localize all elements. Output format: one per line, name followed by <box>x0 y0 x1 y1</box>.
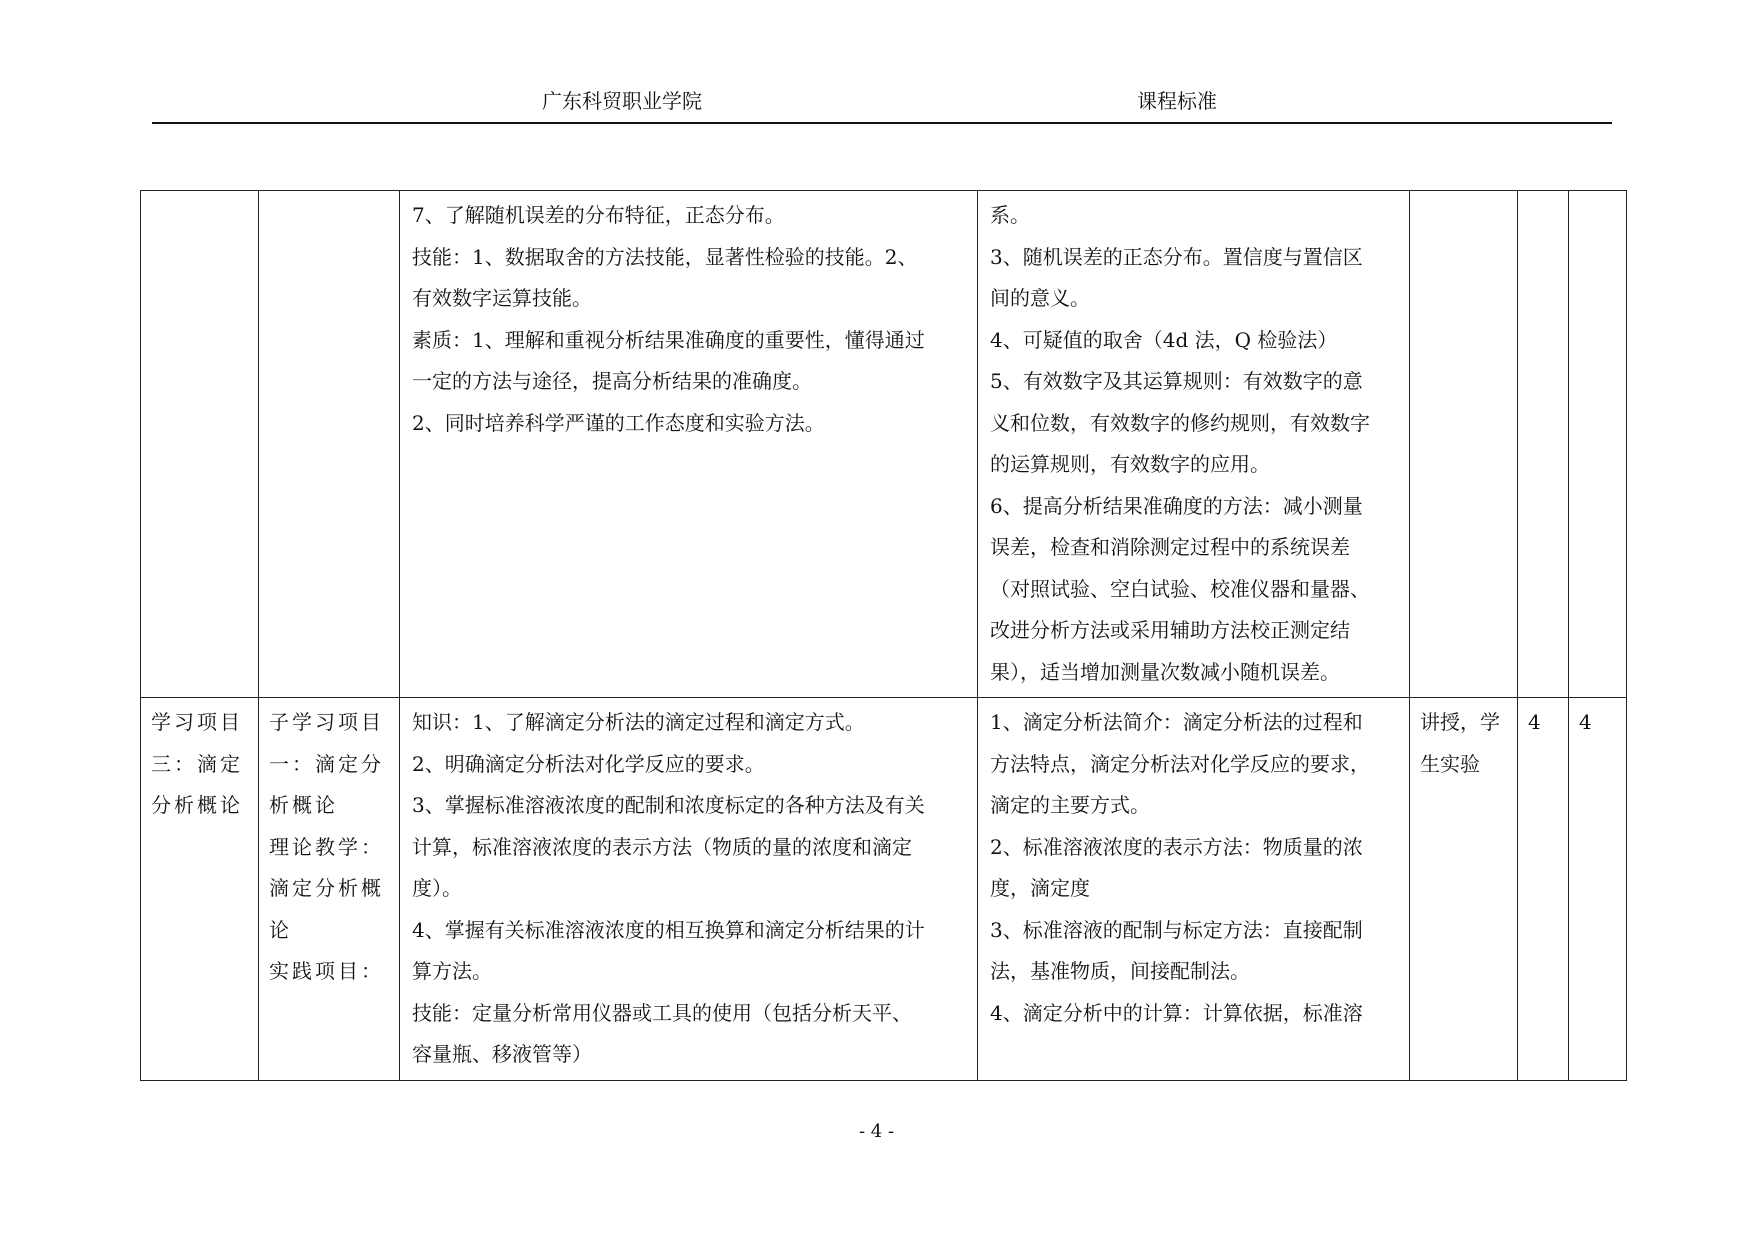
cell-line: 误差，检查和消除测定过程中的系统误差 <box>990 535 1350 559</box>
cell-line: 1、滴定分析法简介：滴定分析法的过程和 <box>990 710 1363 734</box>
cell-line: 滴定的主要方式。 <box>990 793 1150 817</box>
content-cell <box>978 191 1410 698</box>
cell-line: 三：滴定 <box>151 751 243 776</box>
page-header <box>152 88 1612 124</box>
cell-line: 生实验 <box>1420 751 1480 776</box>
cell-line: 2、明确滴定分析法对化学反应的要求。 <box>412 751 765 776</box>
cell-line: 果），适当增加测量次数减小随机误差。 <box>990 659 1340 684</box>
page-number: - 4 - <box>858 1121 895 1142</box>
method-cell <box>1410 191 1518 698</box>
hours-cell-a: 4 <box>1518 698 1569 1081</box>
content-cell <box>978 698 1410 1081</box>
cell-line: 的运算规则，有效数字的应用。 <box>990 452 1270 476</box>
cell-line: 3、标准溶液的配制与标定方法：直接配制 <box>990 917 1363 942</box>
project-cell <box>141 191 259 698</box>
cell-line: 实践项目： <box>269 959 384 983</box>
objectives-cell <box>400 698 978 1081</box>
cell-line: 间的意义。 <box>990 286 1090 310</box>
cell-line: 一：滴定分 <box>269 751 384 776</box>
cell-line: 3、随机误差的正态分布。置信度与置信区 <box>990 244 1363 269</box>
hours-cell-a <box>1518 191 1569 698</box>
cell-line: 容量瓶、移液管等） <box>412 1042 592 1066</box>
objectives-cell <box>400 191 978 698</box>
cell-line: 方法特点，滴定分析法对化学反应的要求， <box>990 751 1370 776</box>
cell-line: 计算，标准溶液浓度的表示方法（物质的量的浓度和滴定 <box>412 834 912 859</box>
cell-line: 2、标准溶液浓度的表示方法：物质量的浓 <box>990 834 1363 859</box>
hours-cell-b: 4 <box>1569 698 1627 1081</box>
cell-line: 改进分析方法或采用辅助方法校正测定结 <box>990 618 1350 642</box>
project-cell <box>141 698 259 1081</box>
subproject-cell <box>259 698 400 1081</box>
cell-line: 4、滴定分析中的计算：计算依据，标准溶 <box>990 1000 1363 1025</box>
cell-line: 知识：1、了解滴定分析法的滴定过程和滴定方式。 <box>412 710 865 734</box>
cell-line: 析概论 <box>269 793 338 817</box>
cell-line: 7、了解随机误差的分布特征，正态分布。 <box>412 203 785 227</box>
cell-line: （对照试验、空白试验、校准仪器和量器、 <box>990 576 1370 601</box>
cell-line: 素质：1、理解和重视分析结果准确度的重要性，懂得通过 <box>412 327 925 352</box>
cell-line: 一定的方法与途径，提高分析结果的准确度。 <box>412 369 812 393</box>
cell-line: 技能：1、数据取舍的方法技能，显著性检验的技能。2、 <box>412 244 918 269</box>
cell-line: 5、有效数字及其运算规则：有效数字的意 <box>990 369 1363 393</box>
cell-line: 分析概论 <box>151 793 243 817</box>
cell-line: 讲授，学 <box>1420 710 1500 734</box>
cell-line: 算方法。 <box>412 959 492 983</box>
cell-line: 技能：定量分析常用仪器或工具的使用（包括分析天平、 <box>412 1000 912 1025</box>
cell-line: 3、掌握标准溶液浓度的配制和浓度标定的各种方法及有关 <box>412 793 925 817</box>
cell-line: 6、提高分析结果准确度的方法：减小测量 <box>990 493 1363 518</box>
cell-line: 2、同时培养科学严谨的工作态度和实验方法。 <box>412 410 825 435</box>
hours-cell-b <box>1569 191 1627 698</box>
table-row <box>141 698 1627 1081</box>
cell-line: 学习项目 <box>151 710 243 734</box>
cell-line: 理论教学： <box>269 834 384 859</box>
school-name: 广东科贸职业学院 <box>542 89 702 113</box>
subproject-cell <box>259 191 400 698</box>
cell-line: 有效数字运算技能。 <box>412 286 592 310</box>
cell-line: 4、掌握有关标准溶液浓度的相互换算和滴定分析结果的计 <box>412 917 925 942</box>
document-type: 课程标准 <box>1137 89 1217 113</box>
table-row <box>141 191 1627 698</box>
course-table <box>140 190 1627 1081</box>
cell-line: 度）。 <box>412 876 462 900</box>
cell-line: 子学习项目 <box>269 710 384 734</box>
cell-line: 义和位数，有效数字的修约规则，有效数字 <box>990 410 1370 435</box>
cell-line: 滴定分析概 <box>269 876 384 900</box>
cell-line: 法，基准物质，间接配制法。 <box>990 959 1250 983</box>
cell-line: 4、可疑值的取舍（4d 法，Q 检验法） <box>990 327 1338 352</box>
method-cell <box>1410 698 1518 1081</box>
cell-line: 论 <box>269 917 292 942</box>
cell-line: 度，滴定度 <box>990 876 1090 900</box>
cell-line: 系。 <box>990 203 1030 227</box>
